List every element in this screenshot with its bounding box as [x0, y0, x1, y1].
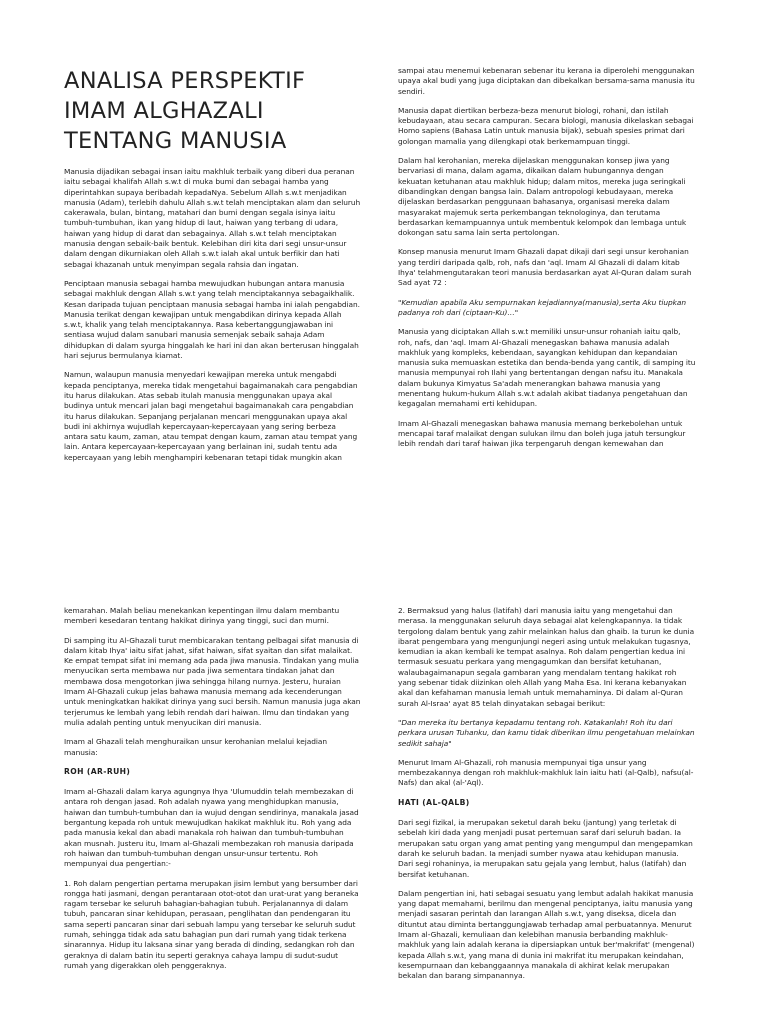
paragraph: Di samping itu Al-Ghazali turut membicarakan tentang pelbagai sifat manusia di dalam kitab Ihya' iaitu sifat jahat, sifat haiwan, sifat syaitan dan sifat malaikat. Ke empat tempat sifat ini memang ada pada jiwa manusia. Tindakan yang mulia menyucikan serta membawa nur pada jiwa sementara tindakan jahat dan membawa dosa mengotorkan jiwa sehingga hilang nurnya. Jesteru, huraian Imam Al-Ghazali cukup jelas bahawa manusia memang ada kecenderungan untuk meningkatkan hakikat dirinya yang suci bersih. Namun manusia juga akan terjerumus ke lembah yang lebih rendah dari haiwan. Ilmu dan tindakan yang mulia adalah penting untuk menyucikan diri manusia.	[64, 635, 361, 727]
paragraph: sampai atau menemui kebenaran sebenar itu kerana ia diperolehi menggunakan upaya akal budi yang juga diciptakan dan dibekalkan bersama-sama manusia itu sendiri.	[398, 66, 695, 96]
paragraph: Dalam pengertian ini, hati sebagai sesuatu yang lembut adalah hakikat manusia yang dapat memahami, berilmu dan mengenal penciptanya, iaitu manusia yang menjadi sasaran perintah dan larangan Allah s.w.t, yang diseksa, dicela dan dituntut atau diminta bertanggungjawab terhadap amal perbuatannya. Menurut Imam al-Ghazali, kemuliaan dan kelebihan manusia berbanding makhluk-makhluk yang lain adalah kerana ia dipersiapkan untuk ber'makrifat' (mengenal) kepada Allah s.w.t, yang mana di dunia ini makrifat itu merupakan keindahan, kesempurnaan dan kebanggaannya manakala di akhirat kelak merupakan bekalan dan barang simpanannya.	[398, 888, 695, 981]
page2-left-column	[64, 606, 362, 1024]
paragraph: Manusia dapat diertikan berbeza-beza menurut biologi, rohani, dan istilah kebudayaan, atau secara campuran. Secara biologi, manusia dikelaskan sebagai Homo sapiens (Bahasa Latin untuk manusia bijak), sebuah spesies primat dari golongan mamalia yang dilengkapi otak berkemampuan tinggi.	[398, 105, 694, 146]
title-line-2: IMAM ALGHAZALI	[64, 98, 264, 124]
document-title	[64, 66, 364, 156]
paragraph: kemarahan. Malah beliau menekankan kepentingan ilmu dalam membantu memberi kesedaran tentang hakikat dirinya yang tinggi, suci dan murni.	[64, 606, 340, 626]
paragraph: Namun, walaupun manusia menyedari kewajipan mereka untuk mengabdi kepada penciptanya, mereka tidak mengetahui bagaimanakah cara pengabdian itu harus dilakukan. Atas sebab itulah manusia menggunakan upaya akal budinya untuk mencari jalan bagi mengetahui bagaimanakah cara pengabdian itu harus dilakukan. Sepanjang perjalanan mencari menggunakan upaya akal budi ini akhirnya wujudlah kepercayaan-kepercayaan yang sering berbeza antara satu kaum, zaman, atau tempat dengan kaum, zaman atau tempat yang lain. Antara kepercayaan-kepercayaan yang berlainan ini, sudah tentu ada kepercayaan yang lebih menghampiri kebenaran tetapi tidak mungkin akan	[64, 370, 358, 462]
document-page-2	[0, 588, 768, 1024]
paragraph: Menurut Imam Al-Ghazali, roh manusia mempunyai tiga unsur yang membezakannya dengan roh makhluk-makhluk lain iaitu hati (al-Qalb), nafsu(al-Nafs) dan akal (al-'Aql).	[398, 757, 694, 788]
page2-right-column	[398, 606, 696, 1024]
paragraph: Dalam hal kerohanian, mereka dijelaskan menggunakan konsep jiwa yang bervariasi di mana, dalam agama, dikaikan dalam hubungannya dengan kekuatan ketuhanan atau makhluk hidup; dalam mitos, mereka juga seringkali dibandingkan dengan bangsa lain. Dalam antropologi kebudayaan, mereka dijelaskan berdasarkan penggunaan bahasanya, organisasi mereka dalam masyarakat majemuk serta perkembangan teknologinya, dan terutama berdasarkan kemampuannya untuk membentuk kelompok dan lembaga untuk dokongan satu sama lain serta pertolongan.	[398, 156, 687, 238]
page1-left-column	[64, 167, 362, 507]
paragraph: Dari segi fizikal, ia merupakan seketul darah beku (jantung) yang terletak di sebelah kiri dada yang menjadi pusat pertemuan saraf dari seluruh badan. Ia merupakan satu organ yang amat penting yang mengumpul dan mengepamkan darah ke seluruh badan. Ia menjadi sumber nyawa atau kehidupan manusia. Dari segi rohaninya, ia merupakan satu gejala yang lembut, halus (latifah) dan bersifat ketuhanan.	[398, 818, 693, 879]
quote-paragraph: "Kemudian apabila Aku sempurnakan kejadiannya(manusia),serta Aku tiupkan padanya roh dari (ciptaan-Ku)…"	[398, 297, 686, 317]
title-line-3: TENTANG MANUSIA	[64, 128, 287, 154]
paragraph: Imam Al-Ghazali menegaskan bahawa manusia memang berkebolehan untuk mencapai taraf malaikat dengan sulukan ilmu dan boleh juga jatuh tersungkur lebih rendah dari taraf haiwan jika terpengaruh dengan kemewahan dan	[398, 418, 686, 449]
section-heading-roh: ROH (AR-RUH)	[64, 766, 131, 776]
quote-paragraph: "Dan mereka itu bertanya kepadamu tentang roh. Katakanlah! Roh itu dari perkara urusan Tuhanku, dan kamu tidak diberikan ilmu pengetahuan melainkan sedikit sahaja"	[398, 717, 695, 748]
paragraph: Penciptaan manusia sebagai hamba mewujudkan hubungan antara manusia sebagai makhluk dengan Allah s.w.t yang telah menciptakannya sebagaikhalik. Kesan daripada tujuan penciptaan manusia sebagai hamba ini ialah pengabdian. Manusia terikat dengan kewajipan untuk mengabdikan dirinya kepada Allah s.w.t, khalik yang telah menciptakannya. Rasa kebertanggungjawaban ini sentiasa wujud dalam sanubari manusia semenjak sebaik sahaja Adam dihidupkan di dalam syurga hinggalah ke hari ini dan akan berterusan hinggalah hari sejurus bermulanya kiamat.	[64, 278, 360, 361]
paragraph: Manusia dijadikan sebagai insan iaitu makhluk terbaik yang diberi dua peranan iaitu sebagai khalifah Allah s.w.t di muka bumi dan sebagai hamba yang diperintahkan supaya beribadah kepadaNya. Sebelum Allah s.w.t menjadikan manusia (Adam), terlebih dahulu Allah s.w.t telah menciptakan alam dan seluruh cakerawala, bulan, bintang, matahari dan bumi dengan segala isinya iaitu tumbuh-tumbuhan, ikan yang hidup di laut, haiwan yang terbang di udara, haiwan yang hidup di darat dan sebagainya. Allah s.w.t telah menciptakan manusia dengan sebaik-baik bentuk. Kelebihan diri kita dari segi unsur-unsur dalam dengan dikurniakan oleh Allah s.w.t ialah akal untuk berfikir dan hati sebagai khazanah untuk menyimpan segala rahsia dan ingatan.	[64, 167, 361, 269]
paragraph: Manusia yang diciptakan Allah s.w.t memiliki unsur-unsur rohaniah iaitu qalb, roh, nafs, dan 'aql. Imam Al-Ghazali menegaskan bahawa manusia adalah makhluk yang kompleks, kebendaan, sayangkan kehidupan dan kepandaian manusia suka memuaskan estetika dan benda-benda yang cantik, di samping itu manusia mempunyai roh Ilahi yang bertentangan dengan nafsu itu. Manakala dalam bukunya Kimyatus Sa'adah menerangkan bahawa manusia yang menentang hukum-hukum Allah s.w.t adalah akibat tiadanya pengetahuan dan kegagalan memahami erti kehidupan.	[398, 327, 696, 409]
page1-right-column	[398, 66, 696, 508]
section-heading-hati: HATI (AL-QALB)	[398, 797, 470, 807]
paragraph: Imam al Ghazali telah menghuraikan unsur kerohanian melalui kejadian manusia:	[64, 737, 328, 757]
paragraph: Konsep manusia menurut Imam Ghazali dapat dikaji dari segi unsur kerohanian yang terdiri daripada qalb, roh, nafs dan 'aql. Imam Al Ghazali di dalam kitab Ihya' telahmengutarakan teori manusia berdasarkan ayat Al-Quran dalam surah Sad ayat 72 :	[398, 247, 692, 288]
paragraph: Imam al-Ghazali dalam karya agungnya Ihya 'Ulumuddin telah membezakan di antara roh dengan jasad. Roh adalah nyawa yang menghidupkan manusia, haiwan dan tumbuh-tumbuhan dan ia wujud dengan sendirinya, manakala jasad bergantung kepada roh untuk mewujudkan hakikat makhluk itu. Roh yang ada pada manusia kekal dan abadi manakala roh haiwan dan tumbuh-tumbuhan akan musnah. Justeru itu, Imam al-Ghazali membezakan roh manusia daripada roh haiwan dan tumbuh-tumbuhan dengan unsur-unsur tertentu. Roh mempunyai dua pengertian:-	[64, 787, 359, 869]
paragraph: 2. Bermaksud yang halus (latifah) dari manusia iaitu yang mengetahui dan merasa. Ia menggunakan seluruh daya sebagai alat kelengkapannya. Ia tidak tergolong dalam bentuk yang zahir melainkan halus dan ghaib. Ia turun ke dunia ibarat pengembara yang mengunjungi negeri asing untuk melakukan tugasnya, kemudian ia akan kembali ke tempat asalnya. Roh dalam pengertian kedua ini termasuk sesuatu perkara yang mengagumkan dan bersifat ketuhanan, walaubagaimanapun segala gambaran yang mendalam tentang hakikat roh yang sebenar tidak diizinkan oleh Allah yang Maha Esa. Ini kerana kebanyakan akal dan kefahaman manusia lemah untuk memahaminya. Di dalam al-Quran surah Al-Israa' ayat 85 telah dinyatakan sebagai berikut:	[398, 606, 695, 708]
title-line-1: ANALISA PERSPEKTIF	[64, 68, 306, 94]
paragraph: 1. Roh dalam pengertian pertama merupakan jisim lembut yang bersumber dari rongga hati jasmani, dengan perantaraan otot-otot dan urat-urat yang beraneka ragam tersebar ke seluruh bahagian-bahagian tubuh. Perjalanannya di dalam tubuh, pancaran sinar kehidupan, perasaan, penglihatan dan pendengaran itu sama seperti pancaran sinar dari sebuah lampu yang tersebar ke seluruh sudut rumah, sehingga tidak ada satu bahagian pun dari rumah yang tidak terkena sinarannya. Hidup itu laksana sinar yang berada di dinding, sedangkan roh dan geraknya di dalam batin itu seperti geraknya cahaya lampu di sudut-sudut rumah yang digerakkan oleh penggeraknya.	[64, 878, 359, 970]
